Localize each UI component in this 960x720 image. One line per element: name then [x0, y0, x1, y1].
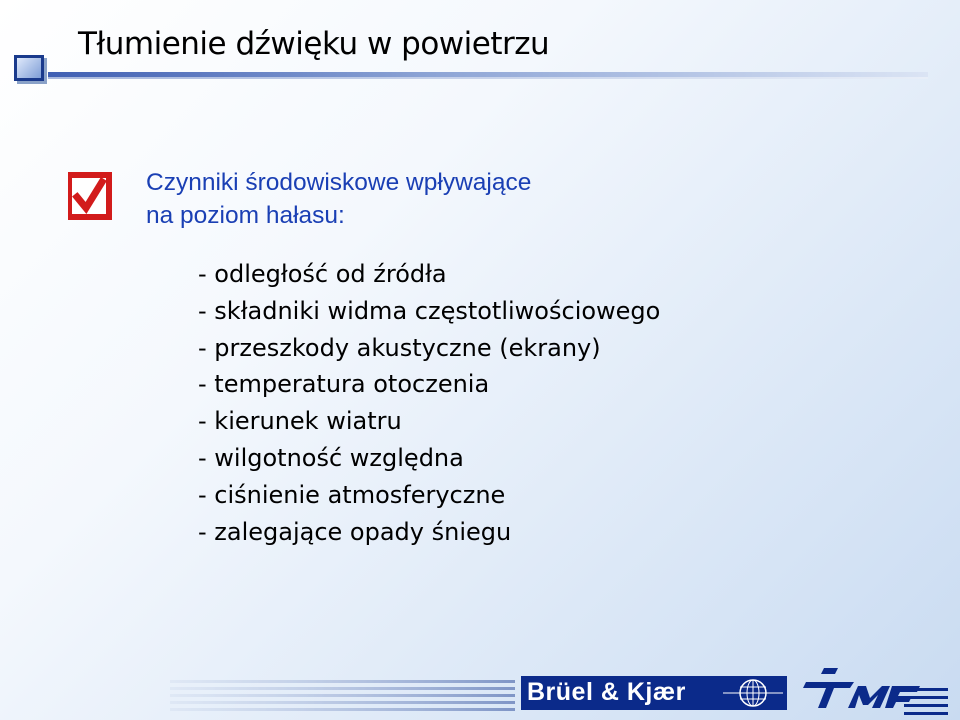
brand-name: Brüel & Kjær	[527, 678, 686, 706]
list-item: - składniki widma częstotliwościowego	[198, 296, 661, 325]
slide-title: Tłumienie dźwięku w powietrzu	[78, 26, 550, 62]
title-underline-shadow	[48, 77, 928, 79]
section-heading-line1: Czynniki środowiskowe wpływające	[146, 169, 532, 196]
footer-stripes	[170, 678, 515, 714]
list-item: - wilgotność względna	[198, 443, 464, 472]
factor-list	[198, 256, 660, 550]
list-item: - przeszkody akustyczne (ekrany)	[198, 333, 601, 362]
list-item: - temperatura otoczenia	[198, 370, 490, 399]
checkmark-icon	[68, 172, 112, 220]
section-heading-line2: na poziom hałasu:	[146, 202, 345, 229]
list-item: - kierunek wiatru	[198, 407, 402, 436]
slide-bullet-icon	[14, 55, 44, 81]
section-heading	[146, 166, 766, 232]
globe-icon	[723, 678, 783, 708]
list-item: - ciśnienie atmosferyczne	[198, 480, 506, 509]
list-item: - zalegające opady śniegu	[198, 517, 512, 546]
list-item: - odległość od źródła	[198, 260, 447, 288]
bruel-kjaer-logo	[521, 676, 787, 710]
imf-logo	[800, 664, 950, 718]
